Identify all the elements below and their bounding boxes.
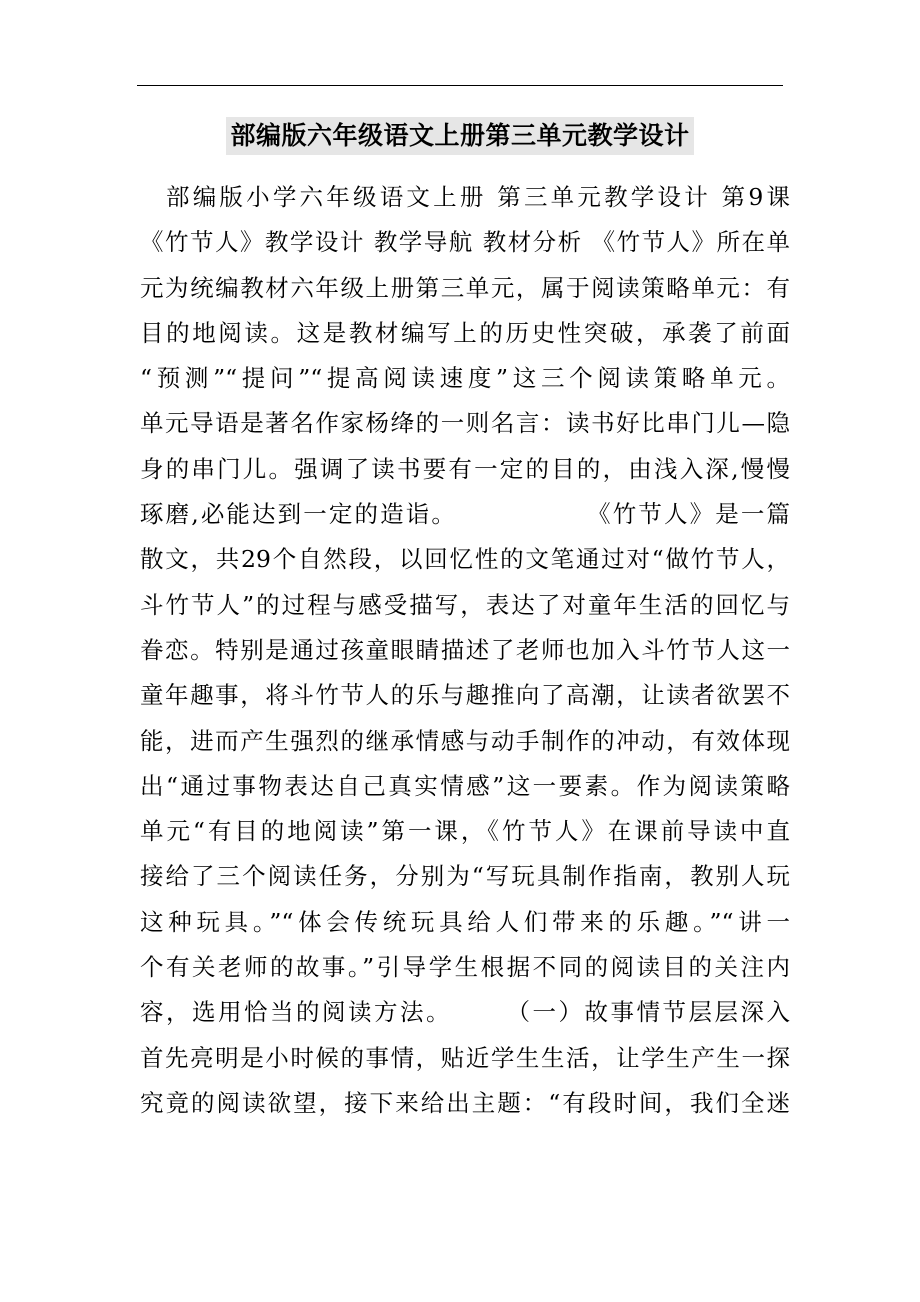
text-line: 部编版小学六年级语文上册 第三单元教学设计 第9课 (166, 183, 790, 211)
text-line: 斗竹节人”的过程与感受描写，表达了对童年生活的回忆与 (140, 590, 790, 619)
text-line: 眷恋。特别是通过孩童眼睛描述了老师也加入斗竹节人这一 (140, 635, 790, 664)
text-line: 这种玩具。”“体会传统玩具给人们带来的乐趣。”“讲一 (140, 907, 790, 936)
text-line: 单元导语是著名作家杨绛的一则名言：读书好比串门儿—隐 (140, 409, 790, 438)
text-line: 容，选用恰当的阅读方法。 （一）故事情节层层深入 (140, 998, 790, 1027)
text-line: 能，进而产生强烈的继承情感与动手制作的冲动，有效体现 (140, 726, 790, 755)
text-line: 身的串门儿。强调了读书要有一定的目的，由浅入深,慢慢 (140, 454, 790, 483)
text-line: 散文，共29个自然段，以回忆性的文笔通过对“做竹节人， (140, 545, 790, 574)
text-line: 单元“有目的地阅读”第一课，《竹节人》在课前导读中直 (140, 817, 790, 846)
text-line: 首先亮明是小时候的事情，贴近学生生活，让学生产生一探 (140, 1043, 790, 1072)
header-rule (137, 85, 783, 86)
text-line: 目的地阅读。这是教材编写上的历史性突破，承袭了前面 (140, 318, 790, 347)
text-line: 《竹节人》教学设计 教学导航 教材分析 《竹节人》所在单 (140, 228, 790, 257)
text-line: 接给了三个阅读任务，分别为“写玩具制作指南，教别人玩 (140, 862, 790, 891)
text-line: 出“通过事物表达自己真实情感”这一要素。作为阅读策略 (140, 771, 790, 800)
body-paragraph (140, 175, 790, 1126)
text-line: 究竟的阅读欲望，接下来给出主题：“有段时间，我们全迷 (140, 1088, 790, 1117)
text-line: 元为统编教材六年级上册第三单元，属于阅读策略单元：有 (140, 273, 790, 302)
text-line: 琢磨,必能达到一定的造诣。 《竹节人》是一篇 (140, 500, 790, 529)
text-line: 个有关老师的故事。”引导学生根据不同的阅读目的关注内 (140, 953, 790, 982)
title-container (0, 117, 920, 155)
text-line: 童年趣事，将斗竹节人的乐与趣推向了高潮，让读者欲罢不 (140, 681, 790, 710)
text-line: “预测”“提问”“提高阅读速度”这三个阅读策略单元。 (140, 364, 790, 393)
document-title: 部编版六年级语文上册第三单元教学设计 (226, 117, 693, 155)
